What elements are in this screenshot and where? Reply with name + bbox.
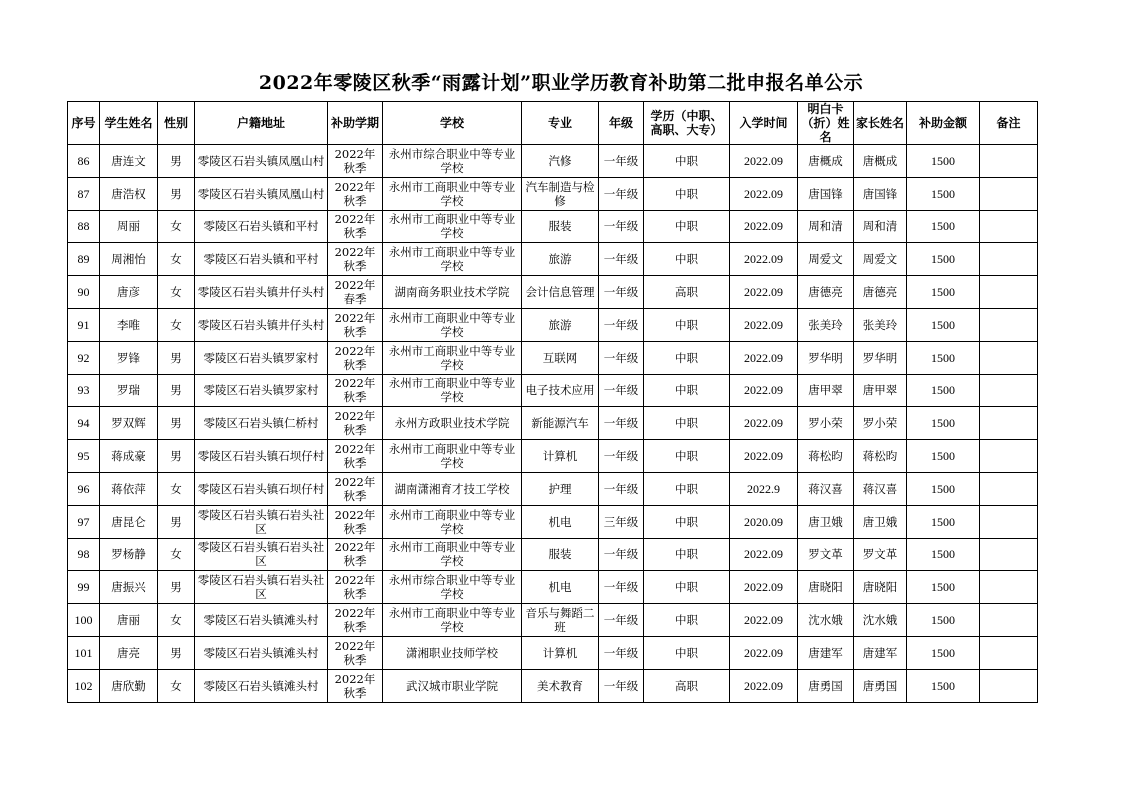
cell-term: 2022年秋季 — [328, 341, 383, 374]
cell-remarks — [980, 210, 1038, 243]
cell-card-name: 张美玲 — [798, 308, 854, 341]
table-row — [68, 407, 1038, 440]
cell-gender: 女 — [158, 276, 195, 309]
cell-index: 87 — [68, 177, 100, 210]
cell-parent-name: 唐国锋 — [854, 177, 907, 210]
cell-grade: 三年级 — [599, 505, 644, 538]
header-student-name: 学生姓名 — [100, 102, 158, 145]
cell-school: 永州市综合职业中等专业学校 — [383, 571, 522, 604]
cell-enroll-date: 2022.09 — [730, 308, 798, 341]
header-gender: 性别 — [158, 102, 195, 145]
cell-school: 永州市工商职业中等专业学校 — [383, 210, 522, 243]
cell-address: 零陵区石岩头镇滩头村 — [195, 604, 328, 637]
cell-gender: 男 — [158, 341, 195, 374]
cell-card-name: 罗文革 — [798, 538, 854, 571]
cell-term: 2022年秋季 — [328, 374, 383, 407]
cell-index: 86 — [68, 145, 100, 178]
cell-school: 潇湘职业技师学校 — [383, 636, 522, 669]
cell-index: 89 — [68, 243, 100, 276]
cell-parent-name: 唐甲翠 — [854, 374, 907, 407]
cell-address: 零陵区石岩头镇滩头村 — [195, 669, 328, 702]
header-major: 专业 — [522, 102, 599, 145]
table-row — [68, 276, 1038, 309]
cell-gender: 女 — [158, 210, 195, 243]
cell-card-name: 唐国锋 — [798, 177, 854, 210]
cell-card-name: 罗华明 — [798, 341, 854, 374]
cell-index: 92 — [68, 341, 100, 374]
cell-index: 93 — [68, 374, 100, 407]
cell-education: 中职 — [644, 505, 730, 538]
cell-education: 中职 — [644, 571, 730, 604]
cell-address: 零陵区石岩头镇石岩头社区 — [195, 505, 328, 538]
cell-remarks — [980, 604, 1038, 637]
cell-school: 永州市工商职业中等专业学校 — [383, 243, 522, 276]
table-row — [68, 538, 1038, 571]
header-index: 序号 — [68, 102, 100, 145]
cell-address: 零陵区石岩头镇石坝仔村 — [195, 440, 328, 473]
table-row — [68, 308, 1038, 341]
cell-card-name: 唐概成 — [798, 145, 854, 178]
cell-gender: 女 — [158, 243, 195, 276]
cell-major: 新能源汽车 — [522, 407, 599, 440]
cell-parent-name: 蒋汉喜 — [854, 472, 907, 505]
cell-major: 护理 — [522, 472, 599, 505]
applicant-table — [67, 101, 1038, 703]
cell-grade: 一年级 — [599, 669, 644, 702]
cell-student-name: 唐彦 — [100, 276, 158, 309]
table-row — [68, 636, 1038, 669]
cell-student-name: 唐欣勤 — [100, 669, 158, 702]
cell-address: 零陵区石岩头镇石岩头社区 — [195, 538, 328, 571]
cell-amount: 1500 — [907, 669, 980, 702]
cell-school: 永州市工商职业中等专业学校 — [383, 538, 522, 571]
cell-gender: 男 — [158, 145, 195, 178]
cell-education: 中职 — [644, 374, 730, 407]
cell-enroll-date: 2022.09 — [730, 341, 798, 374]
header-remarks: 备注 — [980, 102, 1038, 145]
cell-amount: 1500 — [907, 145, 980, 178]
cell-major: 互联网 — [522, 341, 599, 374]
cell-student-name: 周丽 — [100, 210, 158, 243]
cell-major: 汽修 — [522, 145, 599, 178]
cell-amount: 1500 — [907, 276, 980, 309]
cell-education: 中职 — [644, 636, 730, 669]
cell-amount: 1500 — [907, 177, 980, 210]
cell-gender: 男 — [158, 374, 195, 407]
cell-grade: 一年级 — [599, 571, 644, 604]
cell-address: 零陵区石岩头镇凤凰山村 — [195, 177, 328, 210]
cell-grade: 一年级 — [599, 243, 644, 276]
cell-gender: 女 — [158, 308, 195, 341]
cell-term: 2022年秋季 — [328, 669, 383, 702]
cell-school: 永州市工商职业中等专业学校 — [383, 440, 522, 473]
cell-address: 零陵区石岩头镇凤凰山村 — [195, 145, 328, 178]
cell-index: 94 — [68, 407, 100, 440]
cell-amount: 1500 — [907, 571, 980, 604]
cell-index: 90 — [68, 276, 100, 309]
cell-parent-name: 唐建军 — [854, 636, 907, 669]
cell-major: 旅游 — [522, 308, 599, 341]
cell-amount: 1500 — [907, 210, 980, 243]
cell-major: 美术教育 — [522, 669, 599, 702]
cell-enroll-date: 2022.09 — [730, 276, 798, 309]
cell-amount: 1500 — [907, 440, 980, 473]
cell-amount: 1500 — [907, 374, 980, 407]
cell-card-name: 周和清 — [798, 210, 854, 243]
cell-student-name: 唐昆仑 — [100, 505, 158, 538]
cell-education: 中职 — [644, 177, 730, 210]
cell-school: 湖南潇湘育才技工学校 — [383, 472, 522, 505]
cell-major: 汽车制造与检修 — [522, 177, 599, 210]
header-card-name: 明白卡（折）姓名 — [798, 102, 854, 145]
table-row — [68, 341, 1038, 374]
cell-address: 零陵区石岩头镇井仔头村 — [195, 276, 328, 309]
cell-enroll-date: 2022.09 — [730, 604, 798, 637]
cell-index: 96 — [68, 472, 100, 505]
cell-parent-name: 周爱文 — [854, 243, 907, 276]
cell-index: 102 — [68, 669, 100, 702]
cell-grade: 一年级 — [599, 308, 644, 341]
cell-remarks — [980, 538, 1038, 571]
cell-amount: 1500 — [907, 505, 980, 538]
cell-gender: 男 — [158, 407, 195, 440]
cell-card-name: 罗小荣 — [798, 407, 854, 440]
header-enroll-date: 入学时间 — [730, 102, 798, 145]
cell-term: 2022年秋季 — [328, 440, 383, 473]
cell-education: 高职 — [644, 276, 730, 309]
cell-school: 永州市工商职业中等专业学校 — [383, 177, 522, 210]
cell-address: 零陵区石岩头镇仁桥村 — [195, 407, 328, 440]
cell-amount: 1500 — [907, 472, 980, 505]
cell-gender: 男 — [158, 177, 195, 210]
cell-student-name: 罗杨静 — [100, 538, 158, 571]
cell-remarks — [980, 145, 1038, 178]
cell-major: 电子技术应用 — [522, 374, 599, 407]
cell-education: 中职 — [644, 308, 730, 341]
cell-parent-name: 沈水娥 — [854, 604, 907, 637]
cell-parent-name: 罗文革 — [854, 538, 907, 571]
cell-remarks — [980, 472, 1038, 505]
cell-enroll-date: 2022.09 — [730, 210, 798, 243]
cell-education: 中职 — [644, 341, 730, 374]
cell-remarks — [980, 276, 1038, 309]
cell-term: 2022年秋季 — [328, 308, 383, 341]
table-body — [68, 145, 1038, 703]
cell-index: 99 — [68, 571, 100, 604]
cell-student-name: 唐振兴 — [100, 571, 158, 604]
cell-amount: 1500 — [907, 407, 980, 440]
cell-parent-name: 张美玲 — [854, 308, 907, 341]
cell-remarks — [980, 374, 1038, 407]
cell-enroll-date: 2020.09 — [730, 505, 798, 538]
cell-enroll-date: 2022.09 — [730, 669, 798, 702]
cell-grade: 一年级 — [599, 636, 644, 669]
cell-gender: 女 — [158, 472, 195, 505]
cell-parent-name: 唐卫娥 — [854, 505, 907, 538]
cell-card-name: 唐甲翠 — [798, 374, 854, 407]
cell-remarks — [980, 177, 1038, 210]
cell-card-name: 蒋松昀 — [798, 440, 854, 473]
cell-enroll-date: 2022.09 — [730, 440, 798, 473]
cell-term: 2022年秋季 — [328, 145, 383, 178]
cell-term: 2022年秋季 — [328, 177, 383, 210]
cell-grade: 一年级 — [599, 341, 644, 374]
cell-parent-name: 周和清 — [854, 210, 907, 243]
cell-index: 91 — [68, 308, 100, 341]
table-row — [68, 505, 1038, 538]
cell-term: 2022年秋季 — [328, 472, 383, 505]
header-amount: 补助金额 — [907, 102, 980, 145]
cell-remarks — [980, 669, 1038, 702]
header-address: 户籍地址 — [195, 102, 328, 145]
cell-school: 永州方政职业技术学院 — [383, 407, 522, 440]
cell-card-name: 唐卫娥 — [798, 505, 854, 538]
cell-student-name: 唐丽 — [100, 604, 158, 637]
cell-student-name: 唐亮 — [100, 636, 158, 669]
cell-term: 2022年秋季 — [328, 505, 383, 538]
cell-amount: 1500 — [907, 604, 980, 637]
cell-remarks — [980, 407, 1038, 440]
cell-term: 2022年秋季 — [328, 210, 383, 243]
cell-index: 95 — [68, 440, 100, 473]
cell-gender: 男 — [158, 636, 195, 669]
cell-remarks — [980, 505, 1038, 538]
header-parent-name: 家长姓名 — [854, 102, 907, 145]
cell-enroll-date: 2022.09 — [730, 636, 798, 669]
cell-major: 机电 — [522, 571, 599, 604]
table-row — [68, 177, 1038, 210]
cell-student-name: 周湘怡 — [100, 243, 158, 276]
cell-education: 中职 — [644, 407, 730, 440]
page-title: 2022年零陵区秋季“雨露计划”职业学历教育补助第二批申报名单公示 — [258, 72, 864, 94]
cell-school: 永州市工商职业中等专业学校 — [383, 308, 522, 341]
cell-index: 98 — [68, 538, 100, 571]
cell-remarks — [980, 571, 1038, 604]
header-term: 补助学期 — [328, 102, 383, 145]
cell-gender: 女 — [158, 669, 195, 702]
cell-major: 服装 — [522, 210, 599, 243]
cell-grade: 一年级 — [599, 538, 644, 571]
cell-major: 旅游 — [522, 243, 599, 276]
cell-card-name: 蒋汉喜 — [798, 472, 854, 505]
cell-term: 2022年秋季 — [328, 604, 383, 637]
cell-amount: 1500 — [907, 538, 980, 571]
table-row — [68, 669, 1038, 702]
cell-term: 2022年秋季 — [328, 407, 383, 440]
cell-remarks — [980, 636, 1038, 669]
cell-grade: 一年级 — [599, 440, 644, 473]
cell-major: 计算机 — [522, 440, 599, 473]
header-education: 学历（中职、高职、大专） — [644, 102, 730, 145]
cell-parent-name: 唐晓阳 — [854, 571, 907, 604]
cell-address: 零陵区石岩头镇滩头村 — [195, 636, 328, 669]
cell-card-name: 沈水娥 — [798, 604, 854, 637]
cell-student-name: 李唯 — [100, 308, 158, 341]
cell-parent-name: 唐概成 — [854, 145, 907, 178]
cell-remarks — [980, 308, 1038, 341]
cell-grade: 一年级 — [599, 472, 644, 505]
cell-education: 中职 — [644, 145, 730, 178]
cell-grade: 一年级 — [599, 604, 644, 637]
cell-card-name: 唐建军 — [798, 636, 854, 669]
cell-enroll-date: 2022.9 — [730, 472, 798, 505]
cell-amount: 1500 — [907, 636, 980, 669]
cell-amount: 1500 — [907, 308, 980, 341]
cell-index: 100 — [68, 604, 100, 637]
cell-major: 服装 — [522, 538, 599, 571]
cell-address: 零陵区石岩头镇井仔头村 — [195, 308, 328, 341]
cell-address: 零陵区石岩头镇罗家村 — [195, 374, 328, 407]
cell-education: 中职 — [644, 243, 730, 276]
cell-major: 计算机 — [522, 636, 599, 669]
cell-student-name: 蒋成豪 — [100, 440, 158, 473]
cell-student-name: 罗锋 — [100, 341, 158, 374]
cell-school: 永州市综合职业中等专业学校 — [383, 145, 522, 178]
cell-enroll-date: 2022.09 — [730, 177, 798, 210]
cell-amount: 1500 — [907, 243, 980, 276]
cell-school: 永州市工商职业中等专业学校 — [383, 604, 522, 637]
cell-term: 2022年秋季 — [328, 538, 383, 571]
header-grade: 年级 — [599, 102, 644, 145]
cell-school: 永州市工商职业中等专业学校 — [383, 341, 522, 374]
cell-remarks — [980, 440, 1038, 473]
cell-major: 机电 — [522, 505, 599, 538]
cell-index: 88 — [68, 210, 100, 243]
cell-gender: 女 — [158, 538, 195, 571]
table-row — [68, 571, 1038, 604]
cell-term: 2022年春季 — [328, 276, 383, 309]
cell-student-name: 罗瑞 — [100, 374, 158, 407]
cell-education: 中职 — [644, 440, 730, 473]
cell-term: 2022年秋季 — [328, 571, 383, 604]
cell-term: 2022年秋季 — [328, 636, 383, 669]
cell-parent-name: 罗华明 — [854, 341, 907, 374]
cell-education: 高职 — [644, 669, 730, 702]
cell-address: 零陵区石岩头镇和平村 — [195, 210, 328, 243]
table-header-row — [68, 102, 1038, 145]
cell-remarks — [980, 243, 1038, 276]
cell-major: 音乐与舞蹈二班 — [522, 604, 599, 637]
cell-major: 会计信息管理 — [522, 276, 599, 309]
cell-enroll-date: 2022.09 — [730, 407, 798, 440]
cell-enroll-date: 2022.09 — [730, 538, 798, 571]
cell-address: 零陵区石岩头镇石坝仔村 — [195, 472, 328, 505]
cell-gender: 男 — [158, 505, 195, 538]
cell-term: 2022年秋季 — [328, 243, 383, 276]
cell-parent-name: 唐勇国 — [854, 669, 907, 702]
cell-grade: 一年级 — [599, 177, 644, 210]
cell-card-name: 唐德亮 — [798, 276, 854, 309]
header-school: 学校 — [383, 102, 522, 145]
cell-parent-name: 唐德亮 — [854, 276, 907, 309]
cell-grade: 一年级 — [599, 407, 644, 440]
table-row — [68, 472, 1038, 505]
cell-card-name: 唐晓阳 — [798, 571, 854, 604]
cell-address: 零陵区石岩头镇石岩头社区 — [195, 571, 328, 604]
cell-school: 湖南商务职业技术学院 — [383, 276, 522, 309]
cell-student-name: 唐连文 — [100, 145, 158, 178]
cell-student-name: 罗双辉 — [100, 407, 158, 440]
table-row — [68, 374, 1038, 407]
cell-card-name: 唐勇国 — [798, 669, 854, 702]
cell-student-name: 蒋依萍 — [100, 472, 158, 505]
cell-student-name: 唐浩权 — [100, 177, 158, 210]
cell-index: 97 — [68, 505, 100, 538]
table-row — [68, 604, 1038, 637]
cell-index: 101 — [68, 636, 100, 669]
cell-gender: 男 — [158, 571, 195, 604]
cell-address: 零陵区石岩头镇罗家村 — [195, 341, 328, 374]
cell-address: 零陵区石岩头镇和平村 — [195, 243, 328, 276]
cell-school: 武汉城市职业学院 — [383, 669, 522, 702]
cell-card-name: 周爱文 — [798, 243, 854, 276]
cell-education: 中职 — [644, 472, 730, 505]
cell-parent-name: 罗小荣 — [854, 407, 907, 440]
table-row — [68, 440, 1038, 473]
cell-gender: 女 — [158, 604, 195, 637]
table-row — [68, 243, 1038, 276]
cell-grade: 一年级 — [599, 210, 644, 243]
table-row — [68, 145, 1038, 178]
cell-gender: 男 — [158, 440, 195, 473]
cell-grade: 一年级 — [599, 276, 644, 309]
cell-enroll-date: 2022.09 — [730, 374, 798, 407]
cell-grade: 一年级 — [599, 374, 644, 407]
cell-enroll-date: 2022.09 — [730, 243, 798, 276]
cell-enroll-date: 2022.09 — [730, 145, 798, 178]
cell-grade: 一年级 — [599, 145, 644, 178]
table-row — [68, 210, 1038, 243]
cell-education: 中职 — [644, 210, 730, 243]
cell-remarks — [980, 341, 1038, 374]
cell-school: 永州市工商职业中等专业学校 — [383, 374, 522, 407]
cell-amount: 1500 — [907, 341, 980, 374]
cell-school: 永州市工商职业中等专业学校 — [383, 505, 522, 538]
cell-education: 中职 — [644, 538, 730, 571]
cell-parent-name: 蒋松昀 — [854, 440, 907, 473]
cell-education: 中职 — [644, 604, 730, 637]
cell-enroll-date: 2022.09 — [730, 571, 798, 604]
